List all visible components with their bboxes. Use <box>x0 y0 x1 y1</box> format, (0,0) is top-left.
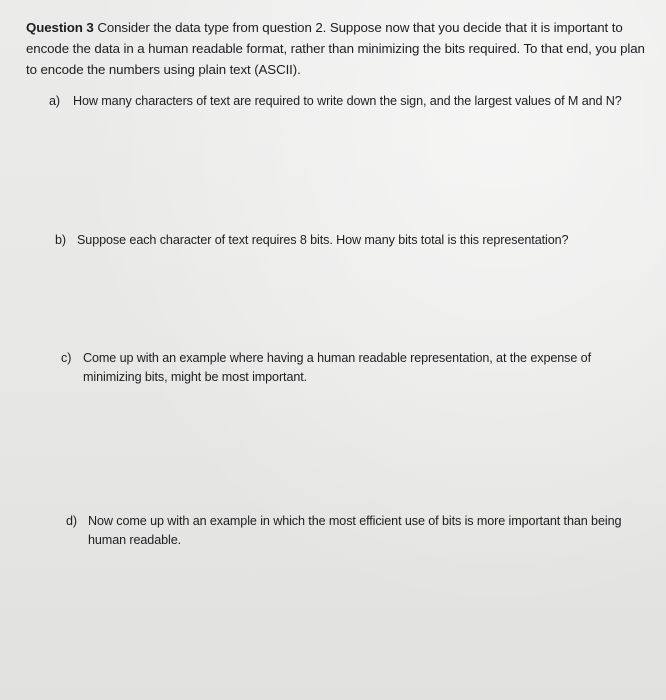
question-text: Consider the data type from question 2. Suppose now that you decide that it is important to encode the data in a human readable format, rather than minimizing the bits required. To that end, you plan to encode the numbers using plain text (ASCII). <box>26 20 645 77</box>
part-d-text: Now come up with an example in which the most efficient use of bits is more important than being human readable. <box>88 514 622 547</box>
part-b-letter: b) <box>55 233 66 247</box>
part-d <box>66 512 636 549</box>
part-b <box>55 231 635 250</box>
part-a <box>49 92 639 111</box>
question-label: Question 3 <box>26 20 94 35</box>
part-d-letter: d) <box>66 514 77 528</box>
part-a-letter: a) <box>49 94 60 108</box>
question-paragraph <box>26 17 656 80</box>
part-c <box>61 349 641 386</box>
part-c-text: Come up with an example where having a human readable representation, at the expense of minimizing bits, might be most important. <box>83 351 591 384</box>
part-b-text: Suppose each character of text requires 8 bits. How many bits total is this representation? <box>77 233 569 247</box>
part-a-text: How many characters of text are required to write down the sign, and the largest values of M and N? <box>73 94 622 108</box>
part-c-letter: c) <box>61 351 72 365</box>
